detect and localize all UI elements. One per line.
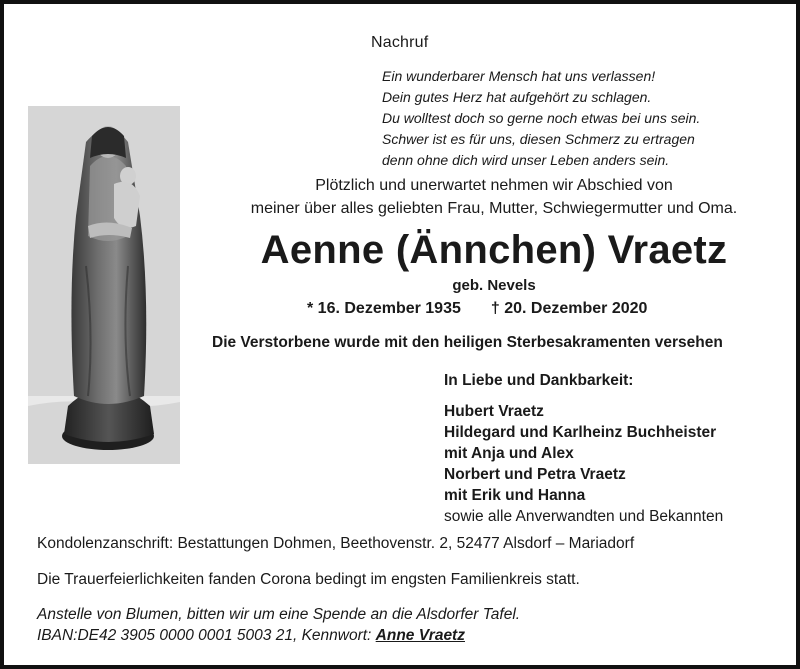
birth-date: * 16. Dezember 1935 xyxy=(307,300,461,317)
family-member: mit Erik und Hanna xyxy=(444,487,586,504)
deceased-name: Aenne (Ännchen) Vraetz xyxy=(260,228,728,272)
family-closing: sowie alle Anverwandten und Bekannten xyxy=(444,508,724,525)
obituary-title: Nachruf xyxy=(371,34,429,51)
life-dates xyxy=(307,300,647,318)
iban-text: IBAN:DE42 3905 0000 0001 5003 21, Kennwort: xyxy=(37,627,376,644)
donation-keyword: Anne Vraetz xyxy=(375,627,465,644)
madonna-statue-icon xyxy=(28,106,180,464)
poem-line: Dein gutes Herz hat aufgehört zu schlagen. xyxy=(382,89,652,105)
poem-line: Du wolltest doch so gerne noch etwas bei uns sein. xyxy=(382,110,701,126)
family-member: mit Anja und Alex xyxy=(444,445,574,462)
poem-line: Ein wunderbarer Mensch hat uns verlassen! xyxy=(382,68,656,84)
madonna-statue-photo xyxy=(28,106,180,464)
family-member: Norbert und Petra Vraetz xyxy=(444,466,626,483)
poem-line: denn ohne dich wird unser Leben anders sein. xyxy=(382,152,670,168)
condolence-address: Kondolenzanschrift: Bestattungen Dohmen, Beethovenstr. 2, 52477 Alsdorf – Mariadorf xyxy=(37,535,635,552)
announcement xyxy=(224,174,764,220)
family-heading: In Liebe und Dankbarkeit: xyxy=(444,372,634,389)
donation-line: Anstelle von Blumen, bitten wir um eine Spende an die Alsdorfer Tafel. xyxy=(37,606,521,623)
birth-name: geb. Nevels xyxy=(452,277,536,294)
announcement-line: meiner über alles geliebten Frau, Mutter, Schwiegermutter und Oma. xyxy=(250,200,738,217)
donation-note xyxy=(37,604,520,646)
family-member: Hildegard und Karlheinz Buchheister xyxy=(444,424,717,441)
sacrament-note: Die Verstorbene wurde mit den heiligen Sterbesakramenten versehen xyxy=(212,334,723,351)
poem-line: Schwer ist es für uns, diesen Schmerz zu ertragen xyxy=(382,131,695,147)
family-member: Hubert Vraetz xyxy=(444,403,544,420)
family-signatures xyxy=(444,370,723,527)
poem xyxy=(382,66,700,171)
funeral-note: Die Trauerfeierlichkeiten fanden Corona bedingt im engsten Familienkreis statt. xyxy=(37,571,580,588)
announcement-line: Plötzlich und unerwartet nehmen wir Abschied von xyxy=(315,177,673,194)
death-date: † 20. Dezember 2020 xyxy=(490,300,648,317)
donation-iban-line xyxy=(37,625,520,646)
